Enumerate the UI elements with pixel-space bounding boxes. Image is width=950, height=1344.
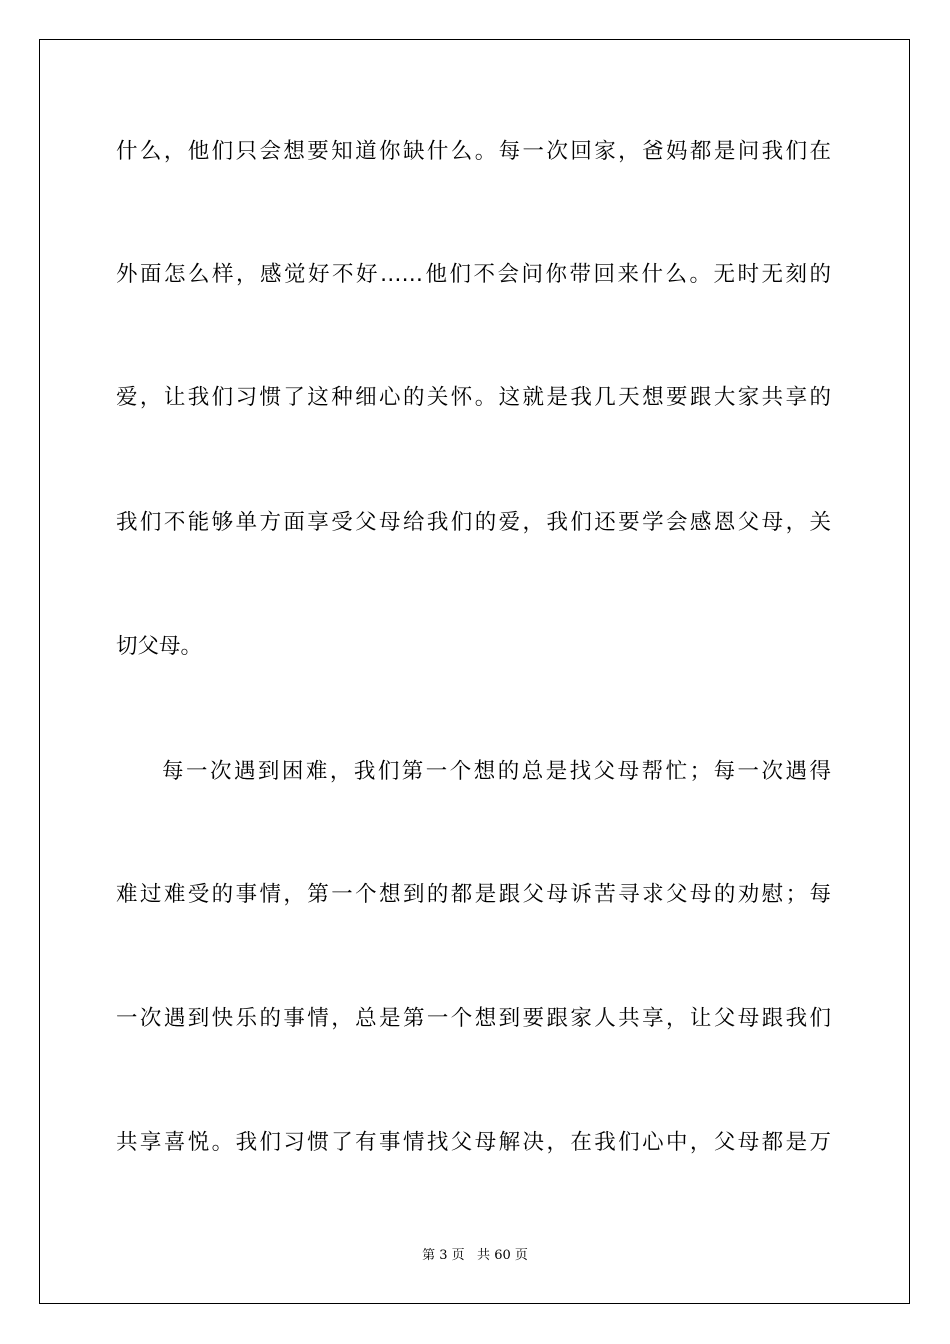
paragraph-line: 爱，让我们习惯了这种细心的关怀。这就是我几天想要跟大家共享的 — [116, 385, 831, 410]
page-border — [39, 39, 910, 1304]
paragraph-line: 什么，他们只会想要知道你缺什么。每一次回家，爸妈都是问我们在 — [116, 139, 831, 164]
paragraph-line: 难过难受的事情，第一个想到的都是跟父母诉苦寻求父母的劝慰；每 — [116, 882, 831, 907]
page-number-footer: 第 3 页 共 60 页 — [422, 1248, 528, 1263]
paragraph-line: 外面怎么样，感觉好不好……他们不会问你带回来什么。无时无刻的 — [116, 262, 831, 287]
paragraph-line: 切父母。 — [116, 634, 203, 659]
paragraph-line: 一次遇到快乐的事情，总是第一个想到要跟家人共享，让父母跟我们 — [116, 1006, 831, 1031]
paragraph-line: 每一次遇到困难，我们第一个想的总是找父母帮忙；每一次遇得 — [162, 759, 831, 784]
paragraph-line: 共享喜悦。我们习惯了有事情找父母解决，在我们心中，父母都是万 — [116, 1130, 831, 1155]
paragraph-line: 我们不能够单方面享受父母给我们的爱，我们还要学会感恩父母，关 — [116, 510, 831, 535]
